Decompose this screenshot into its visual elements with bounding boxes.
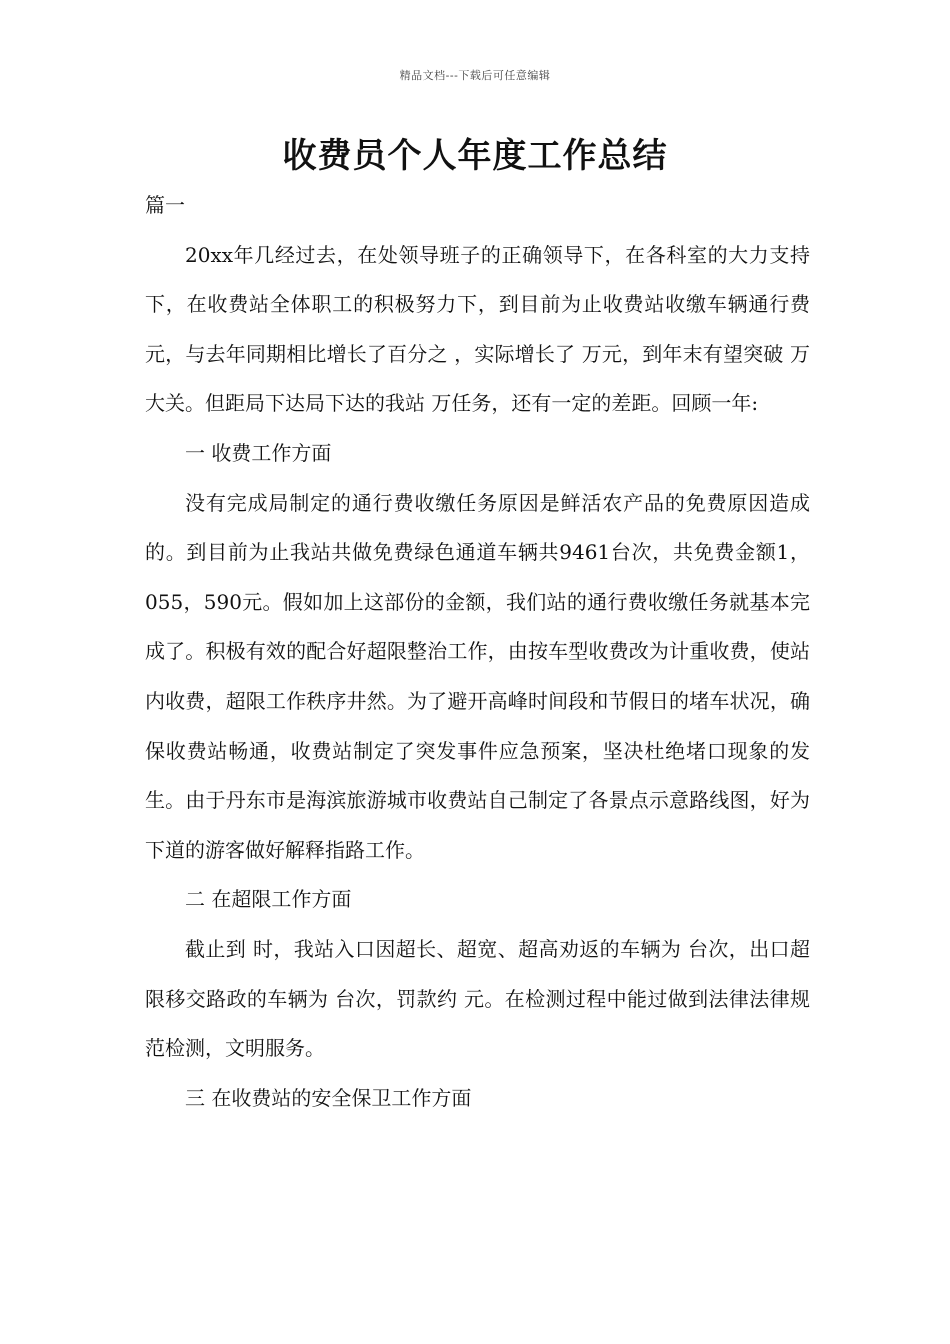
document-body [145,181,810,1123]
paragraph-intro: 20xx年几经过去，在处领导班子的正确领导下，在各科室的大力支持下，在收费站全体职工的积极努力下，到目前为止收费站收缴车辆通行费 元，与去年同期相比增长了百分之 ，实际增长了 万元，到年末有望突破 万大关。但距局下达局下达的我站 万任务，还有一定的差距。回顾一年: [145,242,810,416]
heading-security-work: 三 在收费站的安全保卫工作方面 [185,1085,472,1110]
paragraph-overload-work: 截止到 时，我站入口因超长、超宽、超高劝返的车辆为 台次，出口超限移交路政的车辆为 台次，罚款约 元。在检测过程中能过做到法律法律规范检测，文明服务。 [145,936,810,1061]
heading-toll-work: 一 收费工作方面 [185,440,332,465]
paragraph-toll-work: 没有完成局制定的通行费收缴任务原因是鲜活农产品的免费原因造成的。到目前为止我站共做免费绿色通道车辆共9461台次，共免费金额1，055，590元。假如加上这部份的金额，我们站的通行费收缴任务就基本完成了。积极有效的配合好超限整治工作，由按车型收费改为计重收费，使站内收费，超限工作秩序井然。为了避开高峰时间段和节假日的堵车状况，确保收费站畅通，收费站制定了突发事件应急预案，坚决杜绝堵口现象的发生。由于丹东市是海滨旅游城市收费站自己制定了各景点示意路线图，好为下道的游客做好解释指路工作。 [145,490,810,862]
section-label: 篇一 [145,193,185,217]
header-note: 精品文档---下载后可任意编辑 [399,69,551,82]
document-title: 收费员个人年度工作总结 [282,136,668,176]
heading-overload-work: 二 在超限工作方面 [185,887,352,912]
